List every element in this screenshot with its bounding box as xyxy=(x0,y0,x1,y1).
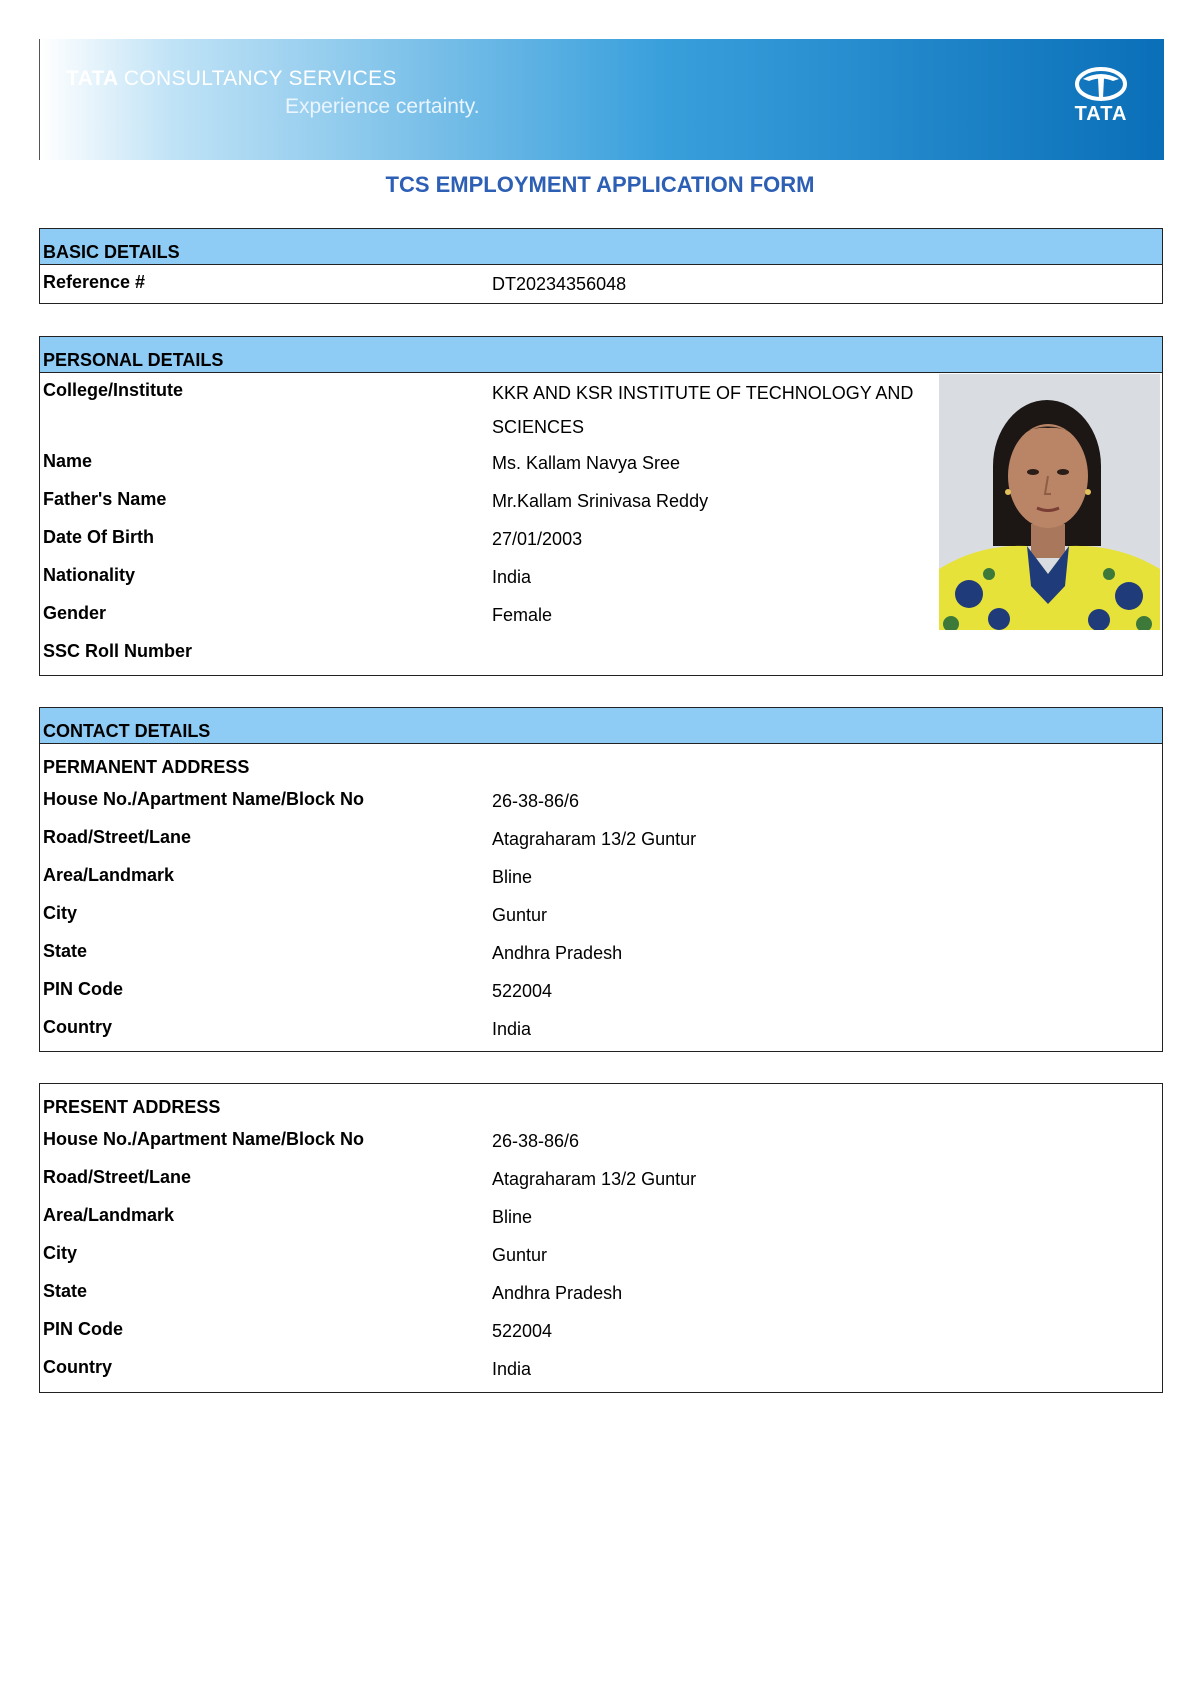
brand-rest: CONSULTANCY SERVICES xyxy=(123,67,397,90)
contact-details-heading: CONTACT DETAILS xyxy=(40,708,1162,744)
form-title: TCS EMPLOYMENT APPLICATION FORM xyxy=(385,172,815,197)
address-label: Road/Street/Lane xyxy=(43,827,192,847)
header-banner xyxy=(39,39,1164,160)
detail-label: Nationality xyxy=(43,565,136,585)
detail-value: Ms. Kallam Navya Sree xyxy=(492,453,681,473)
tata-logo-word: TATA xyxy=(1074,103,1128,125)
address-value: Atagraharam 13/2 Guntur xyxy=(492,1169,697,1189)
address-label: State xyxy=(43,941,88,961)
address-row xyxy=(40,1122,1162,1160)
address-label: Country xyxy=(43,1357,112,1377)
detail-label: College/Institute xyxy=(43,380,184,400)
personal-details-section xyxy=(39,336,1163,676)
address-value: Guntur xyxy=(492,1245,548,1265)
address-row xyxy=(40,1350,1162,1388)
address-label: PIN Code xyxy=(43,979,124,999)
address-row xyxy=(40,934,1162,972)
address-value: 26-38-86/6 xyxy=(492,1131,580,1151)
address-row xyxy=(40,1236,1162,1274)
address-label: Road/Street/Lane xyxy=(43,1167,192,1187)
detail-value: Mr.Kallam Srinivasa Reddy xyxy=(492,491,709,511)
tata-logo xyxy=(1068,67,1134,133)
address-value: Atagraharam 13/2 Guntur xyxy=(492,829,697,849)
detail-value: India xyxy=(492,567,532,587)
detail-value: KKR AND KSR INSTITUTE OF TECHNOLOGY AND SCIENCES xyxy=(492,383,914,437)
address-label: Country xyxy=(43,1017,112,1037)
address-label: Area/Landmark xyxy=(43,865,175,885)
brand-name xyxy=(66,67,397,91)
basic-details-heading: BASIC DETAILS xyxy=(40,229,1162,265)
address-row xyxy=(40,896,1162,934)
address-value: 26-38-86/6 xyxy=(492,791,580,811)
address-value: Guntur xyxy=(492,905,548,925)
address-row xyxy=(40,820,1162,858)
detail-label: Name xyxy=(43,451,93,471)
address-value: Bline xyxy=(492,1207,533,1227)
detail-value: Female xyxy=(492,605,553,625)
detail-label: Father's Name xyxy=(43,489,167,509)
reference-value: DT20234356048 xyxy=(492,274,627,294)
brand-bold: TATA xyxy=(66,67,118,90)
reference-label: Reference # xyxy=(43,272,146,292)
present-address-section xyxy=(39,1083,1163,1393)
address-label: Area/Landmark xyxy=(43,1205,175,1225)
address-row xyxy=(40,1010,1162,1048)
tata-emblem-icon xyxy=(1075,67,1127,101)
address-value: 522004 xyxy=(492,981,553,1001)
personal-details-heading: PERSONAL DETAILS xyxy=(40,337,1162,373)
address-row xyxy=(40,1274,1162,1312)
address-value: India xyxy=(492,1019,532,1039)
address-label: City xyxy=(43,1243,78,1263)
detail-label: SSC Roll Number xyxy=(43,641,193,661)
detail-label: Gender xyxy=(43,603,107,623)
address-value: India xyxy=(492,1359,532,1379)
basic-details-section xyxy=(39,228,1163,304)
address-label: PIN Code xyxy=(43,1319,124,1339)
applicant-photo xyxy=(939,374,1160,630)
address-row xyxy=(40,782,1162,820)
tagline: Experience certainty. xyxy=(285,95,480,118)
address-row xyxy=(40,858,1162,896)
address-row xyxy=(40,1312,1162,1350)
address-value: Andhra Pradesh xyxy=(492,943,623,963)
detail-label: Date Of Birth xyxy=(43,527,155,547)
present-address-heading: PRESENT ADDRESS xyxy=(43,1097,221,1117)
permanent-address-heading: PERMANENT ADDRESS xyxy=(43,757,250,777)
address-row xyxy=(40,1160,1162,1198)
address-row xyxy=(40,972,1162,1010)
address-label: House No./Apartment Name/Block No xyxy=(43,789,365,809)
address-label: House No./Apartment Name/Block No xyxy=(43,1129,365,1149)
address-value: Andhra Pradesh xyxy=(492,1283,623,1303)
address-value: Bline xyxy=(492,867,533,887)
address-label: State xyxy=(43,1281,88,1301)
reference-row xyxy=(40,265,1162,303)
detail-value: 27/01/2003 xyxy=(492,529,583,549)
address-label: City xyxy=(43,903,78,923)
applicant-photo-image xyxy=(939,374,1160,630)
address-value: 522004 xyxy=(492,1321,553,1341)
address-row xyxy=(40,1198,1162,1236)
contact-details-section xyxy=(39,707,1163,1052)
detail-row xyxy=(40,634,1162,672)
